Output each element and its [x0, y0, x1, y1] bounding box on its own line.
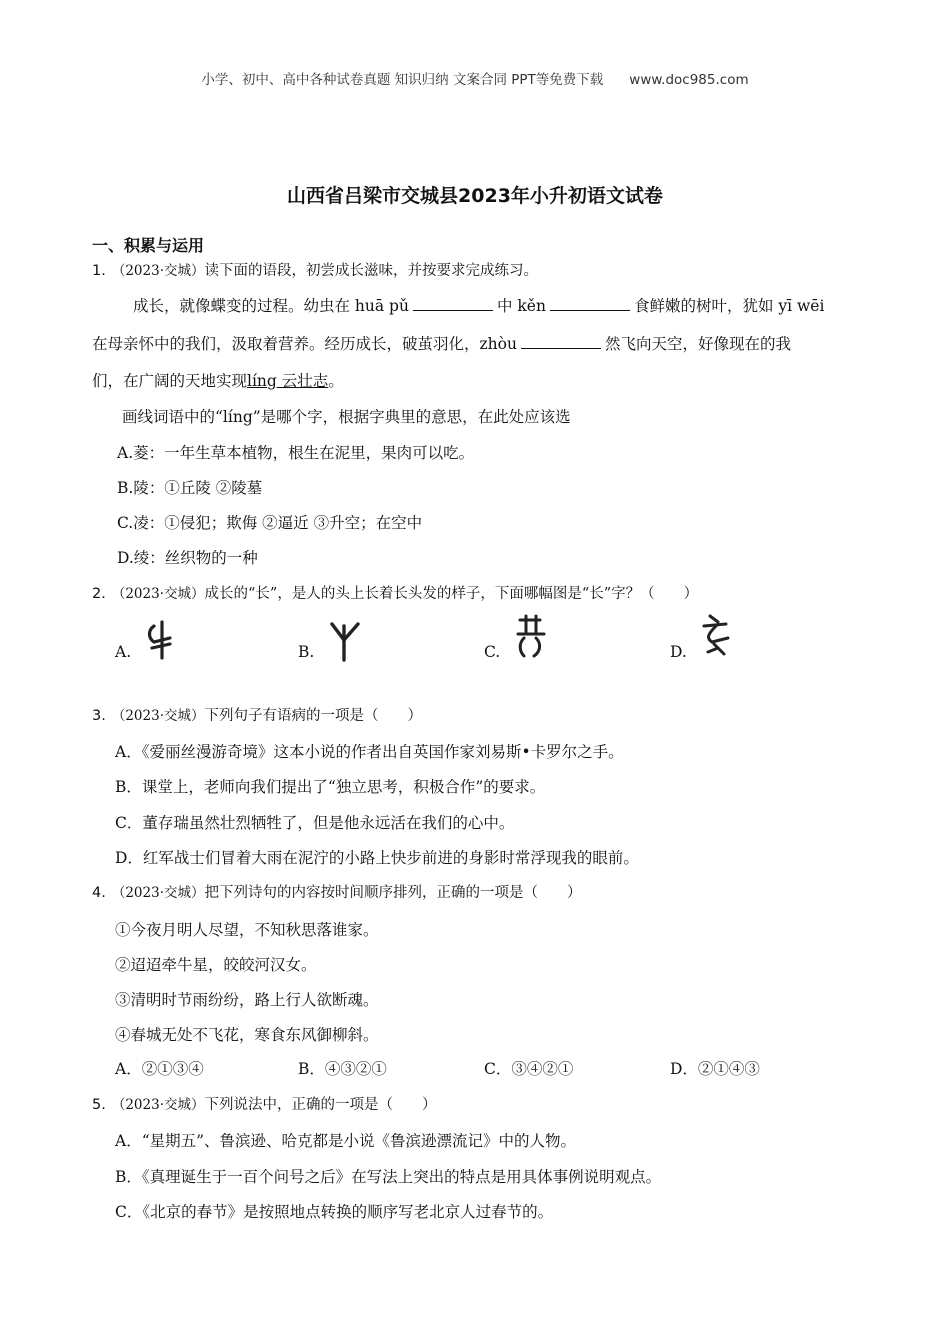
- header-text: 小学、初中、高中各种试卷真题 知识归纳 文案合同 PPT等免费下载: [201, 72, 604, 88]
- header-site[interactable]: www.doc985.com: [629, 72, 749, 88]
- option-a[interactable]: A．“星期五”、鲁滨逊、哈克都是小说《鲁滨逊漂流记》中的人物。: [115, 1132, 577, 1150]
- ancient-glyph-d-image: [698, 612, 736, 660]
- section-heading: 一、积累与运用: [92, 236, 205, 255]
- option-a[interactable]: A.菱：一年生草本植物，根生在泥里，果肉可以吃。: [117, 444, 475, 462]
- option-d[interactable]: D．红军战士们冒着大雨在泥泞的小路上快步前进的身影时常浮现我的眼前。: [115, 849, 639, 867]
- option-c[interactable]: C．《北京的春节》是按照地点转换的顺序写老北京人过春节的。: [115, 1203, 554, 1221]
- underlined-word: líng 云壮志: [247, 372, 329, 390]
- poem-line-3: ③清明时节雨纷纷，路上行人欲断魂。: [115, 991, 379, 1009]
- option-d[interactable]: D．②①④③: [670, 1060, 760, 1078]
- option-b[interactable]: B．课堂上，老师向我们提出了“独立思考，积极合作”的要求。: [115, 778, 546, 796]
- page-header: [0, 68, 950, 88]
- poem-line-1: ①今夜月明人尽望，不知秋思落谁家。: [115, 921, 379, 939]
- answer-blank[interactable]: [550, 309, 630, 311]
- question-5-stem: 5. （2023·交城）下列说法中，正确的一项是（ ）: [92, 1097, 437, 1113]
- option-d-label[interactable]: D.: [670, 643, 687, 661]
- question-3-stem: 3. （2023·交城）下列句子有语病的一项是（ ）: [92, 708, 422, 724]
- passage-line-1: 成长，就像蝶变的过程。幼虫在 huā pǔ 中 kěn 食鲜嫩的树叶，犹如 yī wēi: [133, 297, 825, 315]
- question-1-stem: 1. （2023·交城）读下面的语段，初尝成长滋味，并按要求完成练习。: [92, 263, 538, 279]
- option-b[interactable]: B.陵：①丘陵 ②陵墓: [117, 479, 263, 497]
- option-c[interactable]: C.凌：①侵犯；欺侮 ②逼近 ③升空；在空中: [117, 514, 423, 532]
- answer-blank[interactable]: [413, 309, 493, 311]
- ancient-glyph-c-image: [512, 614, 550, 660]
- passage-line-2: 在母亲怀中的我们，汲取着营养。经历成长，破茧羽化，zhòu 然飞向天空，好像现在的我: [92, 335, 791, 353]
- question-2-stem: 2. （2023·交城）成长的“长”，是人的头上长着长头发的样子，下面哪幅图是“长”字？（ ）: [92, 586, 699, 602]
- option-b-label[interactable]: B.: [298, 643, 315, 661]
- question-number: 1.: [92, 263, 106, 279]
- question-1-sub: 画线词语中的“líng”是哪个字，根据字典里的意思，在此处应该选: [122, 408, 571, 426]
- passage-line-3: 们，在广阔的天地实现líng 云壮志。: [92, 372, 344, 390]
- answer-blank[interactable]: [521, 347, 601, 349]
- option-c-label[interactable]: C.: [484, 643, 501, 661]
- page-title: 山西省吕梁市交城县2023年小升初语文试卷: [287, 185, 663, 207]
- option-d[interactable]: D.绫：丝织物的一种: [117, 549, 258, 567]
- ancient-glyph-a-image: [142, 618, 180, 662]
- question-4-stem: 4. （2023·交城）把下列诗句的内容按时间顺序排列，正确的一项是（ ）: [92, 885, 582, 901]
- ancient-glyph-b-image: [326, 620, 364, 664]
- option-b[interactable]: B．④③②①: [298, 1060, 387, 1078]
- option-a[interactable]: A．②①③④: [115, 1060, 204, 1078]
- poem-line-4: ④春城无处不飞花，寒食东风御柳斜。: [115, 1026, 379, 1044]
- option-c[interactable]: C．董存瑞虽然壮烈牺牲了，但是他永远活在我们的心中。: [115, 814, 515, 832]
- option-a[interactable]: A．《爱丽丝漫游奇境》这本小说的作者出自英国作家刘易斯•卡罗尔之手。: [115, 743, 624, 761]
- option-c[interactable]: C．③④②①: [484, 1060, 574, 1078]
- poem-line-2: ②迢迢牵牛星，皎皎河汉女。: [115, 956, 317, 974]
- option-b[interactable]: B．《真理诞生于一百个问号之后》在写法上突出的特点是用具体事例说明观点。: [115, 1168, 662, 1186]
- option-a-label[interactable]: A.: [115, 643, 132, 661]
